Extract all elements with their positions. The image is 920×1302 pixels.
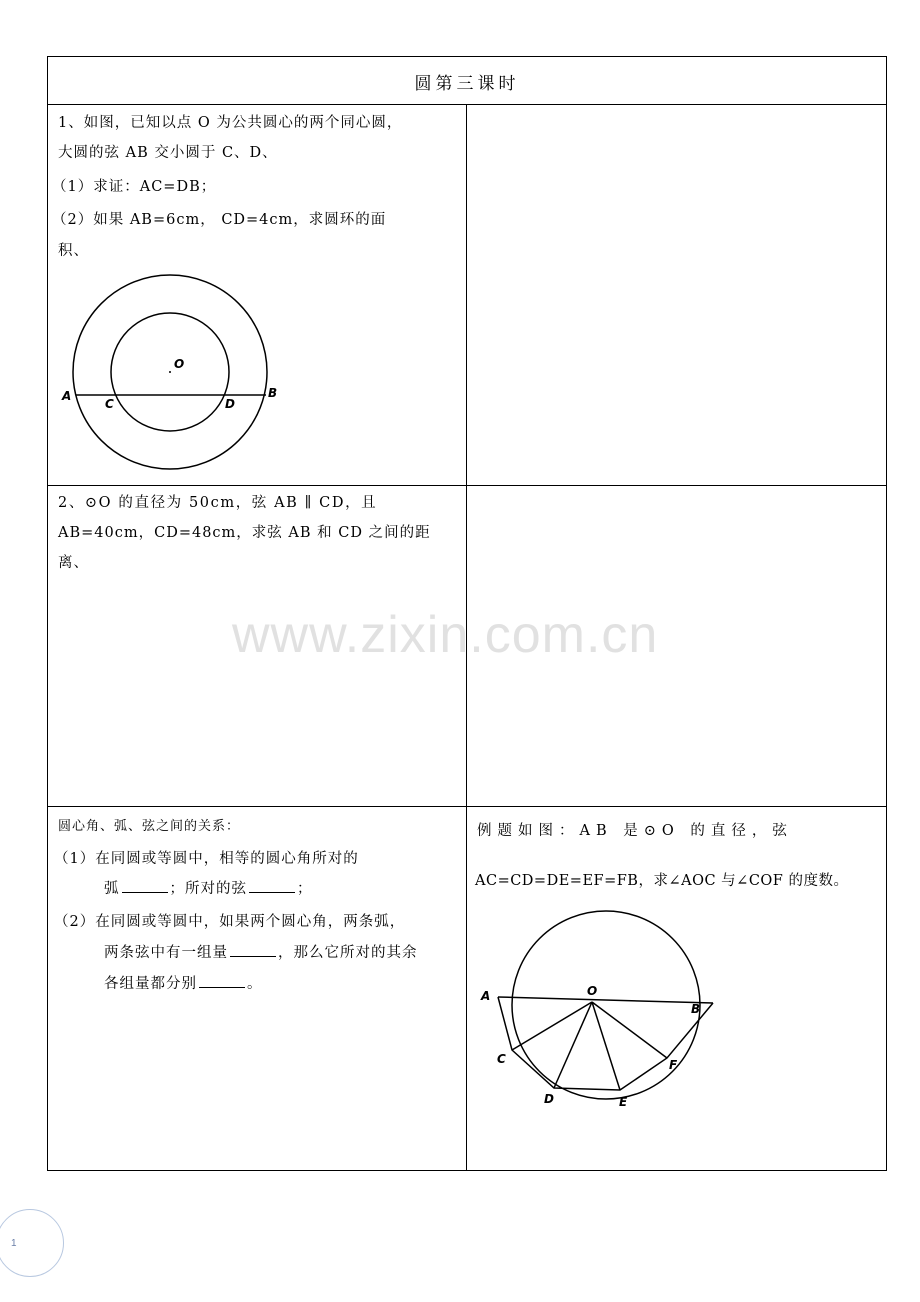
blank-chord[interactable] [249,892,295,893]
concentric-circles-figure [56,273,286,473]
blank-remaining[interactable] [199,987,245,988]
q2-line-2: AB=40cm，CD=48cm，求弦 AB 和 CD 之间的距 [58,525,431,541]
q1-line-1: 1、如图，已知以点 O 为公共圆心的两个同心圆， [58,115,403,131]
label-b: B [691,1002,701,1016]
label-d: D [225,397,235,411]
example-line-1: 例题如图：AB 是⊙O 的直径，弦 [477,823,793,839]
label-c: C [497,1052,506,1066]
example-cell [466,806,887,1171]
label-e: E [619,1095,628,1109]
label-a: A [481,989,491,1003]
label-c: C [105,397,114,411]
q2-line-1: 2、⊙O 的直径为 50cm，弦 AB ∥ CD，且 [58,495,378,511]
label-f: F [669,1058,678,1072]
q1-line-2: 大圆的弦 AB 交小圆于 C、D、 [58,145,278,161]
page-number: 1 [11,1238,17,1249]
theory-p1-line-1: （1）在同圆或等圆中，相等的圆心角所对的 [54,851,359,867]
blank-arc[interactable] [122,892,168,893]
page-number-badge [0,1209,64,1277]
label-a: A [62,389,72,403]
q1-line-5: 积、 [58,243,89,259]
label-b: B [268,386,278,400]
label-o: O [587,984,598,998]
radius-oe [592,1002,620,1090]
theory-p1-line-2: 弧 ；所对的弦 ； [104,881,313,897]
q2-line-3: 离、 [58,555,89,571]
theory-heading: 圆心角、弧、弦之间的关系： [58,819,241,834]
inscribed-chords-figure [477,903,727,1118]
q1-line-3: （1）求证：AC=DB； [52,179,217,195]
label-o: O [174,357,185,371]
theory-p3: 各组量都分别 。 [104,976,263,992]
radius-oc [512,1002,592,1050]
radius-od [554,1002,592,1088]
label-d: D [544,1092,554,1106]
page-title: 圆第三课时 [47,56,887,105]
center-point [169,371,171,373]
theory-cell [47,806,467,1171]
diameter-ab [498,997,713,1003]
radius-of [592,1002,667,1058]
answer-1-cell [466,104,887,486]
q1-line-4: （2）如果 AB=6cm， CD=4cm，求圆环的面 [52,212,387,228]
theory-p2-line-2: 两条弦中有一组量 ，那么它所对的其余 [104,945,418,961]
theory-p2-line-1: （2）在同圆或等圆中，如果两个圆心角，两条弧， [54,914,406,930]
blank-equal-quantity[interactable] [230,956,276,957]
question-1-cell [47,104,467,486]
watermark: www.zixin.com.cn [232,606,659,664]
example-line-2: AC=CD=DE=EF=FB，求∠AOC 与∠COF 的度数。 [475,873,849,889]
